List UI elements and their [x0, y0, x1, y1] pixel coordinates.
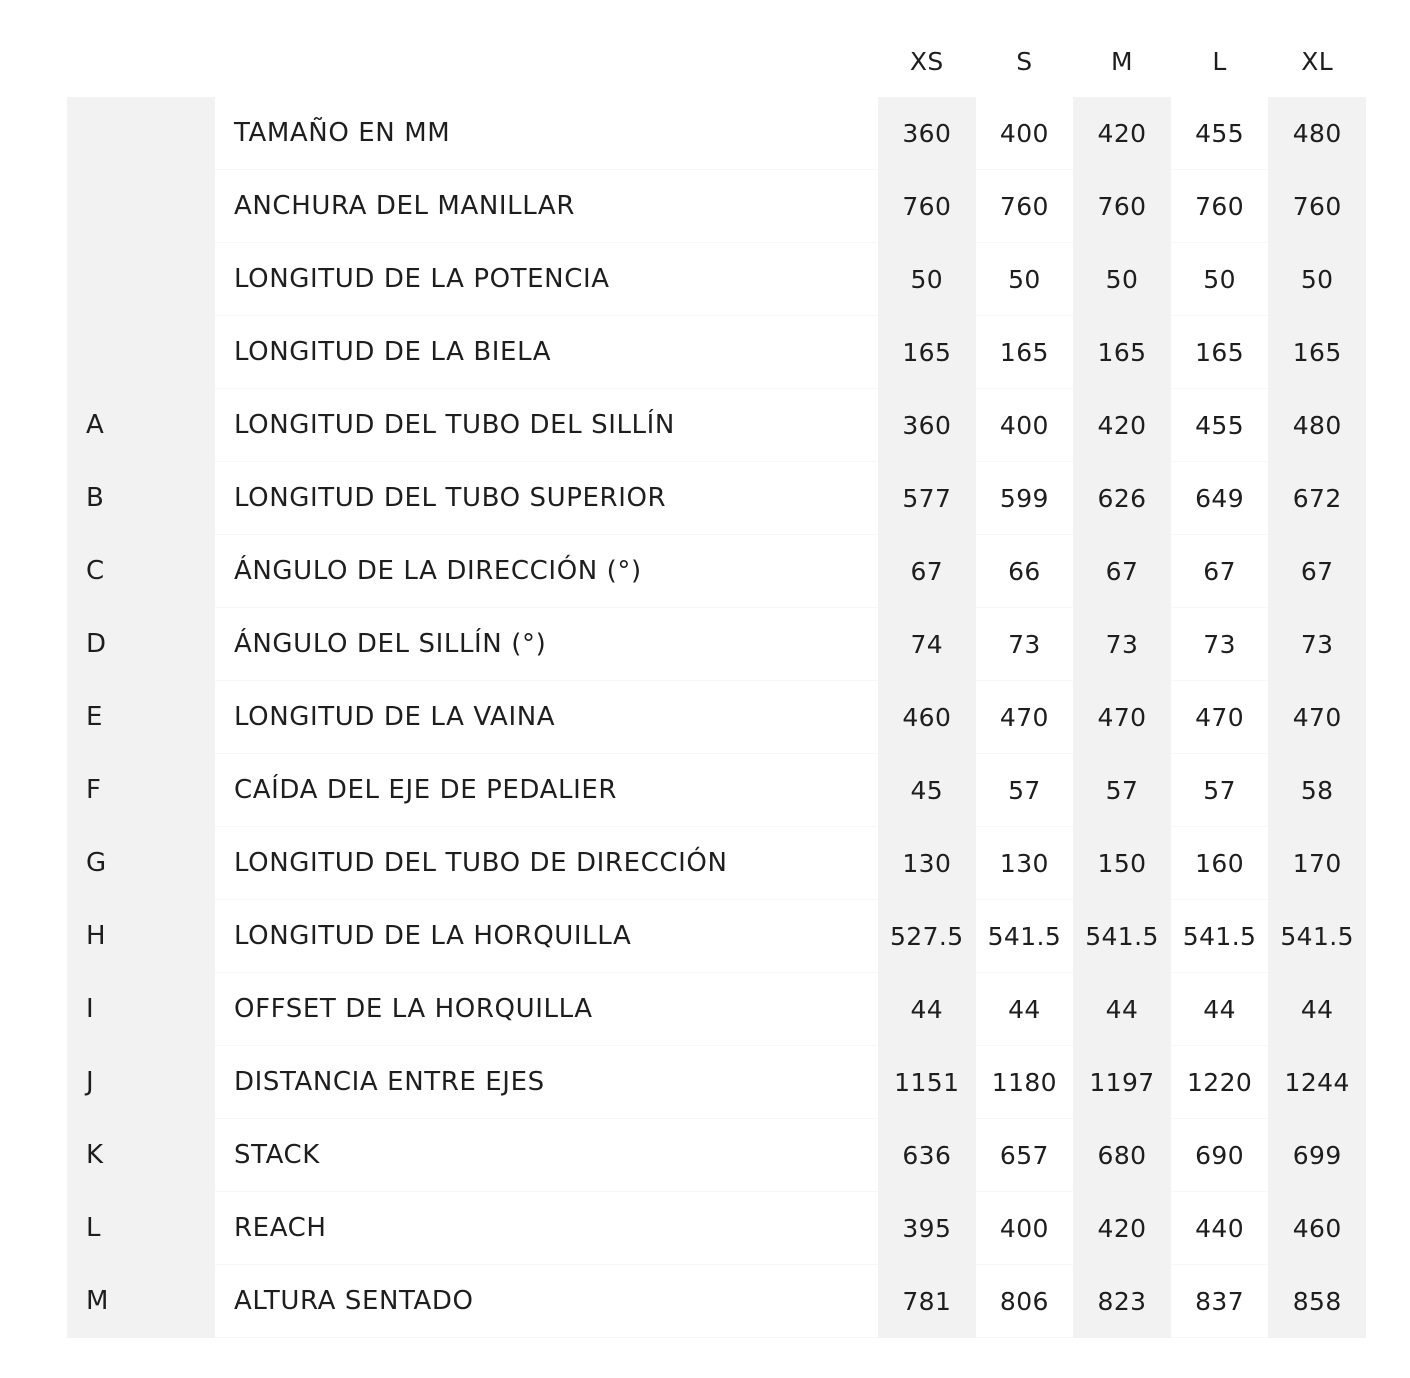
table-row — [67, 97, 1366, 170]
table-row — [67, 535, 1366, 608]
value-l: 649 — [1171, 462, 1269, 535]
value-xs: 165 — [878, 316, 976, 389]
row-letter — [67, 97, 215, 170]
value-s: 165 — [976, 316, 1074, 389]
value-s: 57 — [976, 754, 1074, 827]
value-s: 760 — [976, 170, 1074, 243]
value-xs: 360 — [878, 97, 976, 170]
table-row — [67, 1119, 1366, 1192]
value-s: 44 — [976, 973, 1074, 1046]
value-m: 67 — [1073, 535, 1171, 608]
value-m: 73 — [1073, 608, 1171, 681]
table-row — [67, 170, 1366, 243]
geometry-table — [67, 24, 1366, 1338]
value-l: 837 — [1171, 1265, 1269, 1338]
value-m: 420 — [1073, 389, 1171, 462]
value-m: 760 — [1073, 170, 1171, 243]
table-row — [67, 973, 1366, 1046]
value-xl: 699 — [1268, 1119, 1366, 1192]
value-xl: 73 — [1268, 608, 1366, 681]
table-row — [67, 681, 1366, 754]
value-l: 165 — [1171, 316, 1269, 389]
table-row — [67, 608, 1366, 681]
row-letter: A — [67, 389, 215, 462]
value-s: 50 — [976, 243, 1074, 316]
value-s: 1180 — [976, 1046, 1074, 1119]
value-s: 400 — [976, 97, 1074, 170]
value-l: 1220 — [1171, 1046, 1269, 1119]
value-m: 470 — [1073, 681, 1171, 754]
value-l: 455 — [1171, 389, 1269, 462]
value-xs: 74 — [878, 608, 976, 681]
value-s: 66 — [976, 535, 1074, 608]
value-l: 160 — [1171, 827, 1269, 900]
value-xs: 1151 — [878, 1046, 976, 1119]
value-xl: 50 — [1268, 243, 1366, 316]
value-s: 806 — [976, 1265, 1074, 1338]
value-m: 44 — [1073, 973, 1171, 1046]
table-row — [67, 462, 1366, 535]
value-xs: 527.5 — [878, 900, 976, 973]
value-xl: 480 — [1268, 97, 1366, 170]
value-xs: 760 — [878, 170, 976, 243]
row-label: LONGITUD DEL TUBO SUPERIOR — [215, 462, 878, 535]
value-m: 165 — [1073, 316, 1171, 389]
value-l: 67 — [1171, 535, 1269, 608]
value-xl: 58 — [1268, 754, 1366, 827]
value-m: 1197 — [1073, 1046, 1171, 1119]
value-l: 57 — [1171, 754, 1269, 827]
row-letter: F — [67, 754, 215, 827]
row-letter: D — [67, 608, 215, 681]
row-label: CAÍDA DEL EJE DE PEDALIER — [215, 754, 878, 827]
row-label: ÁNGULO DE LA DIRECCIÓN (°) — [215, 535, 878, 608]
table-row — [67, 389, 1366, 462]
value-xl: 541.5 — [1268, 900, 1366, 973]
row-letter: J — [67, 1046, 215, 1119]
value-xl: 165 — [1268, 316, 1366, 389]
value-l: 541.5 — [1171, 900, 1269, 973]
value-xl: 672 — [1268, 462, 1366, 535]
value-m: 541.5 — [1073, 900, 1171, 973]
value-m: 626 — [1073, 462, 1171, 535]
table-row — [67, 243, 1366, 316]
value-s: 73 — [976, 608, 1074, 681]
value-s: 470 — [976, 681, 1074, 754]
table-row — [67, 754, 1366, 827]
table-row — [67, 1192, 1366, 1265]
value-m: 50 — [1073, 243, 1171, 316]
value-xl: 67 — [1268, 535, 1366, 608]
row-label: LONGITUD DE LA BIELA — [215, 316, 878, 389]
value-xl: 1244 — [1268, 1046, 1366, 1119]
value-s: 541.5 — [976, 900, 1074, 973]
row-letter: G — [67, 827, 215, 900]
row-label: DISTANCIA ENTRE EJES — [215, 1046, 878, 1119]
value-xl: 460 — [1268, 1192, 1366, 1265]
value-xs: 781 — [878, 1265, 976, 1338]
row-label: ANCHURA DEL MANILLAR — [215, 170, 878, 243]
row-label: LONGITUD DE LA POTENCIA — [215, 243, 878, 316]
value-m: 680 — [1073, 1119, 1171, 1192]
value-xs: 130 — [878, 827, 976, 900]
row-label: LONGITUD DEL TUBO DE DIRECCIÓN — [215, 827, 878, 900]
row-letter: K — [67, 1119, 215, 1192]
value-xs: 577 — [878, 462, 976, 535]
table-row — [67, 827, 1366, 900]
row-label: STACK — [215, 1119, 878, 1192]
value-l: 440 — [1171, 1192, 1269, 1265]
row-letter: B — [67, 462, 215, 535]
value-l: 760 — [1171, 170, 1269, 243]
header-spacer-label — [215, 24, 878, 97]
value-l: 44 — [1171, 973, 1269, 1046]
value-xs: 636 — [878, 1119, 976, 1192]
row-letter: H — [67, 900, 215, 973]
value-l: 73 — [1171, 608, 1269, 681]
value-xs: 45 — [878, 754, 976, 827]
value-m: 150 — [1073, 827, 1171, 900]
header-spacer-letter — [67, 24, 215, 97]
size-header-row — [67, 24, 1366, 97]
value-l: 470 — [1171, 681, 1269, 754]
value-l: 50 — [1171, 243, 1269, 316]
row-letter — [67, 316, 215, 389]
row-letter — [67, 170, 215, 243]
value-s: 657 — [976, 1119, 1074, 1192]
value-m: 420 — [1073, 97, 1171, 170]
table-row — [67, 316, 1366, 389]
size-header-xl: XL — [1301, 47, 1334, 76]
table-row — [67, 1046, 1366, 1119]
row-letter: C — [67, 535, 215, 608]
size-header-s: S — [1016, 47, 1033, 76]
row-letter: M — [67, 1265, 215, 1338]
value-xs: 50 — [878, 243, 976, 316]
row-label: LONGITUD DE LA HORQUILLA — [215, 900, 878, 973]
row-label: LONGITUD DE LA VAINA — [215, 681, 878, 754]
value-s: 400 — [976, 1192, 1074, 1265]
row-label: ALTURA SENTADO — [215, 1265, 878, 1338]
value-xs: 44 — [878, 973, 976, 1046]
value-xs: 360 — [878, 389, 976, 462]
value-l: 455 — [1171, 97, 1269, 170]
value-xl: 470 — [1268, 681, 1366, 754]
value-xl: 170 — [1268, 827, 1366, 900]
value-s: 130 — [976, 827, 1074, 900]
value-s: 599 — [976, 462, 1074, 535]
row-letter: I — [67, 973, 215, 1046]
table-body — [67, 97, 1366, 1338]
table-row — [67, 1265, 1366, 1338]
value-xl: 760 — [1268, 170, 1366, 243]
value-l: 690 — [1171, 1119, 1269, 1192]
row-letter: L — [67, 1192, 215, 1265]
value-xs: 395 — [878, 1192, 976, 1265]
value-xl: 858 — [1268, 1265, 1366, 1338]
size-header-l: L — [1212, 47, 1227, 76]
value-xs: 460 — [878, 681, 976, 754]
row-label: REACH — [215, 1192, 878, 1265]
size-header-m: M — [1110, 47, 1133, 76]
value-xl: 480 — [1268, 389, 1366, 462]
row-label: ÁNGULO DEL SILLÍN (°) — [215, 608, 878, 681]
row-label: TAMAÑO EN MM — [215, 97, 878, 170]
row-label: OFFSET DE LA HORQUILLA — [215, 973, 878, 1046]
row-letter — [67, 243, 215, 316]
value-xs: 67 — [878, 535, 976, 608]
size-header-xs: XS — [909, 47, 944, 76]
row-letter: E — [67, 681, 215, 754]
value-m: 57 — [1073, 754, 1171, 827]
value-m: 823 — [1073, 1265, 1171, 1338]
value-s: 400 — [976, 389, 1074, 462]
value-xl: 44 — [1268, 973, 1366, 1046]
row-label: LONGITUD DEL TUBO DEL SILLÍN — [215, 389, 878, 462]
table-row — [67, 900, 1366, 973]
value-m: 420 — [1073, 1192, 1171, 1265]
